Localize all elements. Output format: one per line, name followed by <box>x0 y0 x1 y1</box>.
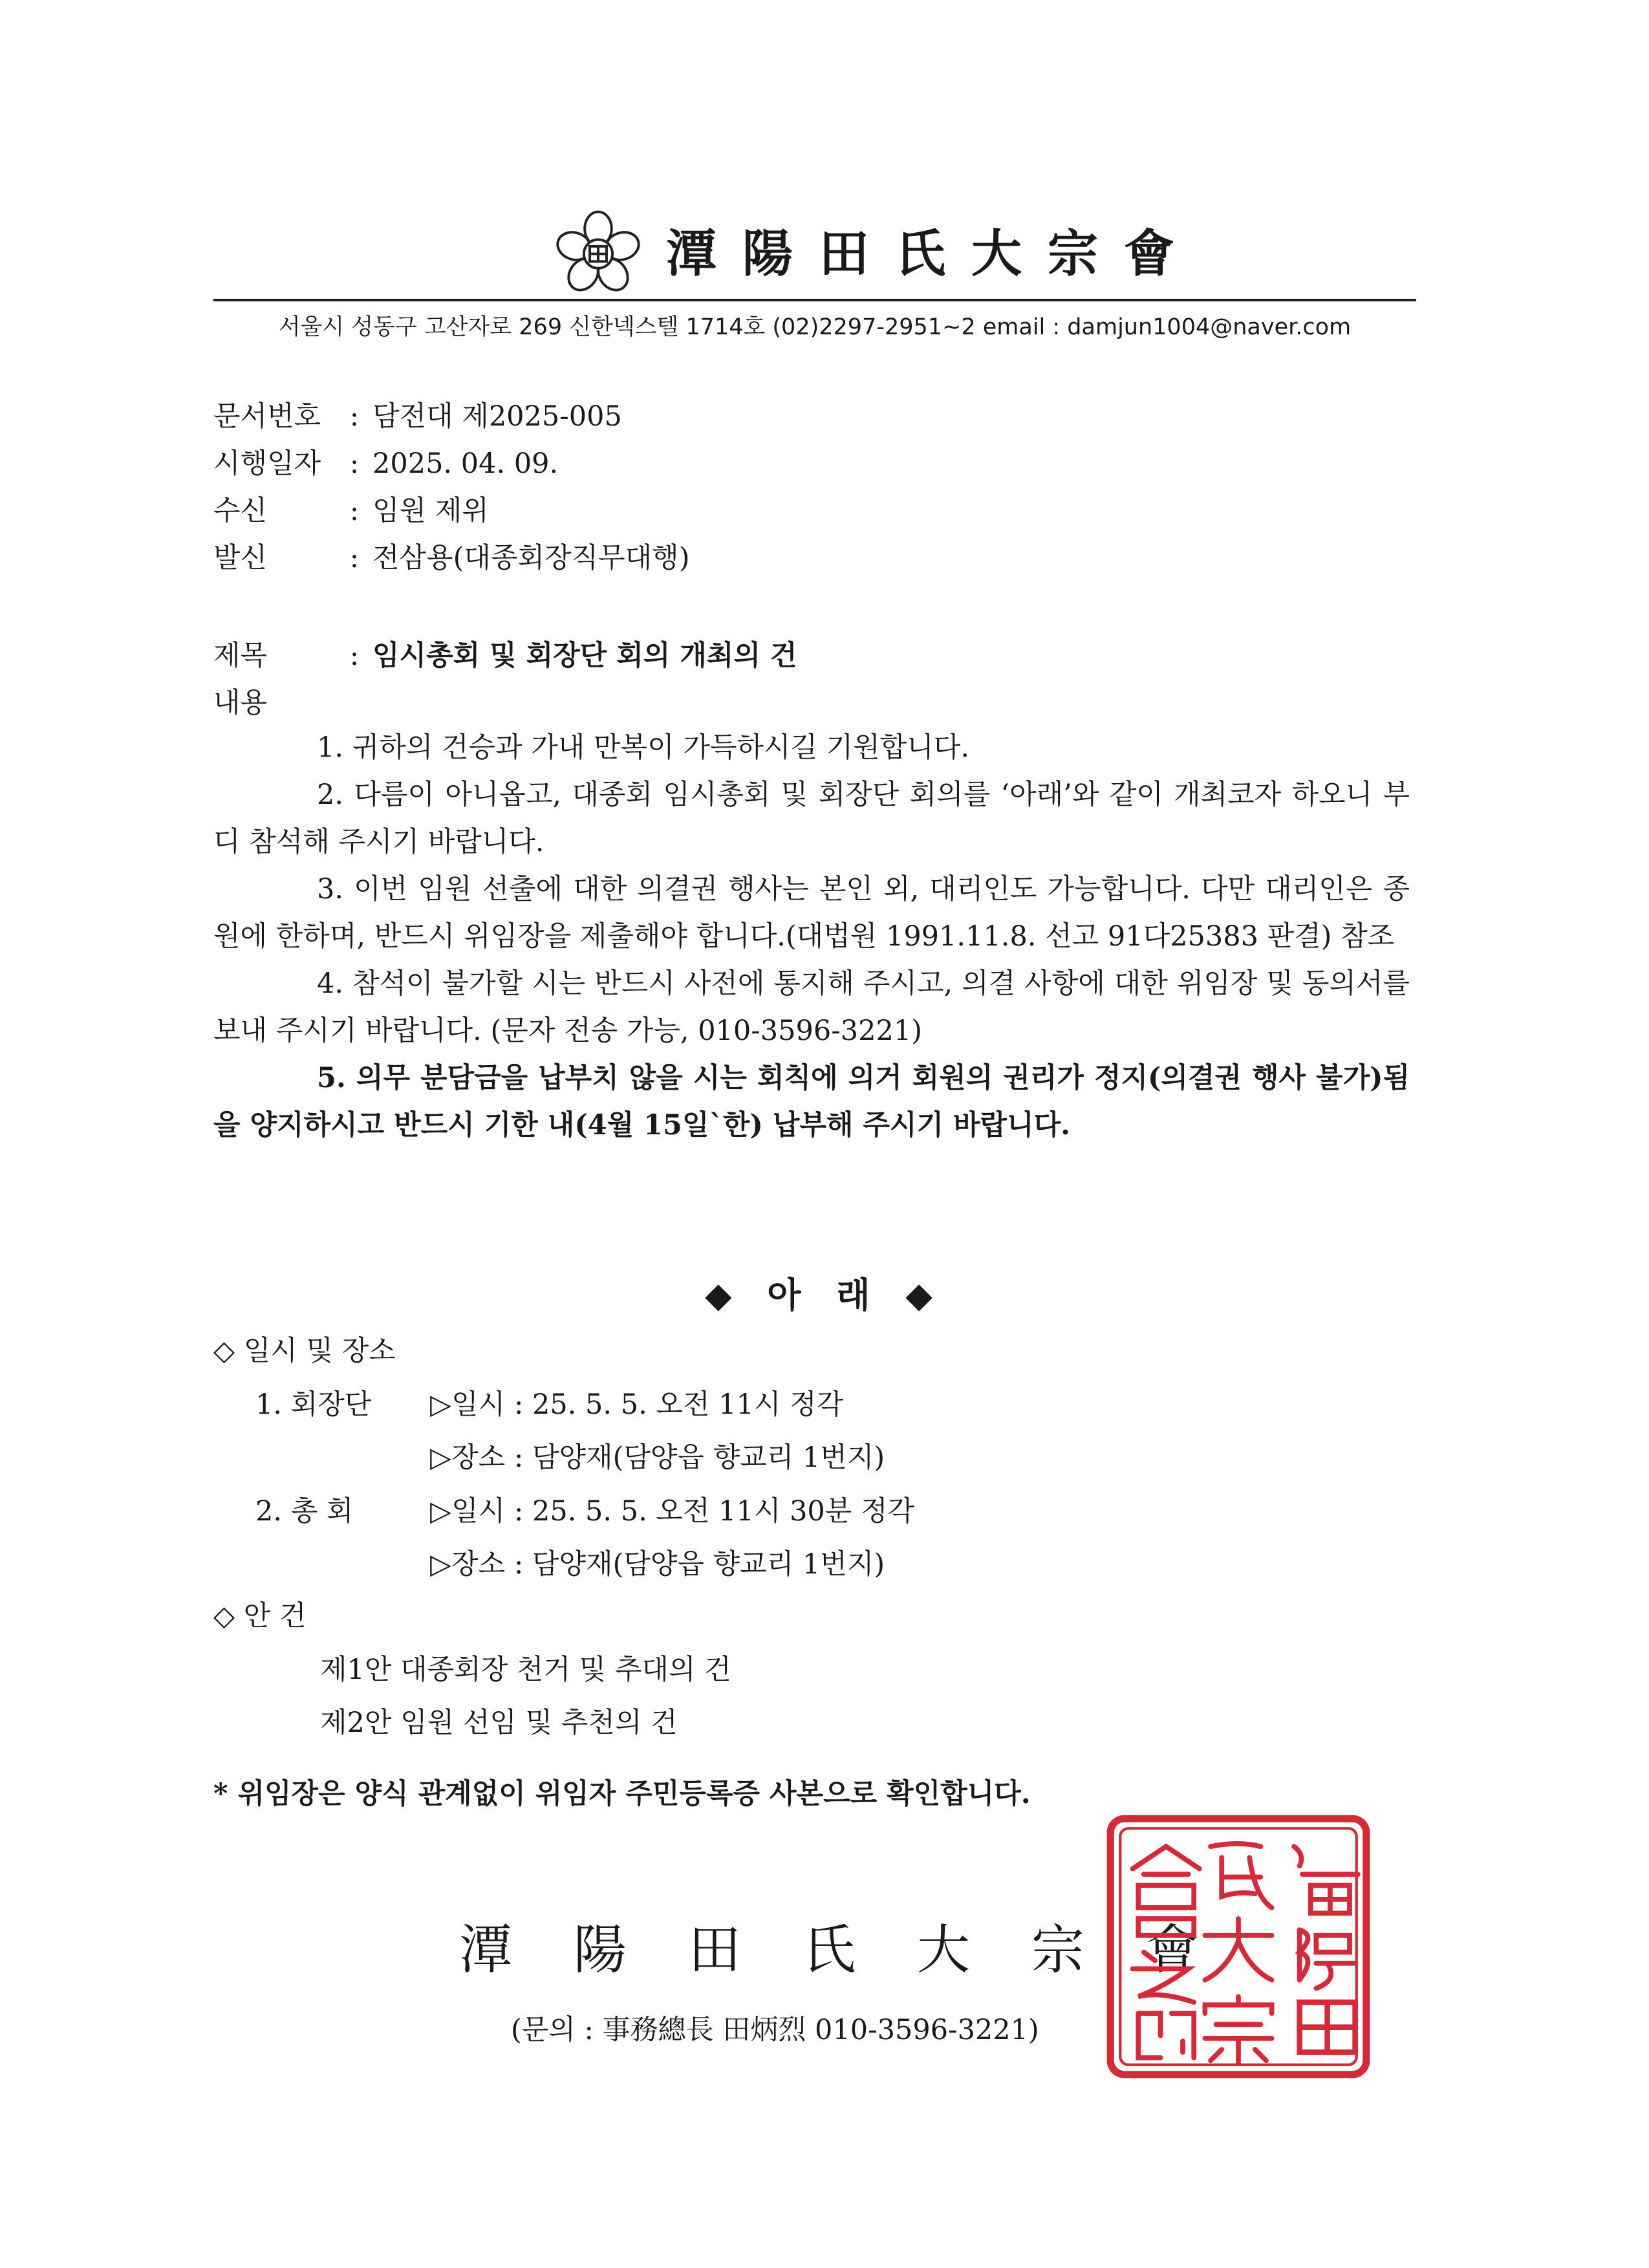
agenda-item-2: 제2안 임원 선임 및 추천의 건 <box>320 1707 678 1739</box>
meta-row-date: 시행일자 : 2025. 04. 09. <box>213 442 689 489</box>
meta-row-doc-number: 문서번호 : 담전대 제2025-005 <box>213 394 689 442</box>
meta-value: 2025. 04. 09. <box>372 448 559 480</box>
proxy-note: * 위임장은 양식 관계없이 위임자 주민등록증 사본으로 확인합니다. <box>213 1778 1031 1810</box>
org-title: 潭陽田氏大宗會 <box>666 224 1201 283</box>
agenda-heading: ◇ 안 건 <box>213 1600 307 1632</box>
letter-body <box>213 724 1410 1149</box>
subject-label: 제목 <box>213 640 268 672</box>
meta-value: 임원 제위 <box>372 495 489 527</box>
meta-label: 문서번호 <box>213 400 321 433</box>
letterhead <box>213 194 1416 304</box>
meta-label: 발신 <box>213 542 268 574</box>
schedule-number: 1. 회장단 <box>255 1388 372 1421</box>
schedule-heading: ◇ 일시 및 장소 <box>213 1335 396 1367</box>
document-meta <box>213 394 689 583</box>
agenda-item-1: 제1안 대종회장 천거 및 추대의 건 <box>320 1654 731 1686</box>
address-line: 서울시 성동구 고산자로 269 신한넥스텔 1714호 (02)2297-2951~2 email : damjun1004@naver.com <box>278 314 1352 340</box>
subject-value: 임시총회 및 회장단 회의 개최의 건 <box>372 640 797 672</box>
notice-title: ◆ 아 래 ◆ <box>705 1274 944 1315</box>
schedule-time: ▷일시 : 25. 5. 5. 오전 11시 30분 정각 <box>430 1495 915 1528</box>
schedule-place: ▷장소 : 담양재(담양읍 향교리 1번지) <box>430 1548 885 1581</box>
inquiry-line: (문의 : 事務總長 田炳烈 010-3596-3221) <box>511 2014 1039 2046</box>
schedule-place: ▷장소 : 담양재(담양읍 향교리 1번지) <box>430 1442 885 1474</box>
header-divider <box>213 299 1416 301</box>
paragraph-5: 5. 의무 분담금을 납부치 않을 시는 회칙에 의거 회원의 권리가 정지(의결권 행사 불가)됨을 양지하시고 반드시 기한 내(4월 15일`한) 납부해 주시기 바랍니다. <box>213 1062 1410 1141</box>
meta-label: 시행일자 <box>213 448 321 480</box>
mugunghwa-flower-emblem-icon <box>556 210 640 294</box>
red-square-seal-stamp-icon <box>1099 1804 1377 2089</box>
footer-org-name: 潭陽田氏大宗會 <box>459 1919 1261 1981</box>
meta-value: 담전대 제2025-005 <box>372 400 622 433</box>
meta-row-recipient: 수신 : 임원 제위 <box>213 489 689 536</box>
paragraph-3: 3. 이번 임원 선출에 대한 의결권 행사는 본인 외, 대리인도 가능합니다. 다만 대리인은 종원에 한하며, 반드시 위임장을 제출해야 합니다.(대법원 1991.11.8. 선고 91다25383 판결) 참조 <box>213 873 1410 953</box>
meta-label: 수신 <box>213 495 268 527</box>
meta-row-sender: 발신 : 전삼용(대종회장직무대행) <box>213 536 689 583</box>
paragraph-1: 1. 귀하의 건승과 가내 만복이 가득하시길 기원합니다. <box>317 731 970 764</box>
paragraph-2: 2. 다름이 아니옵고, 대종회 임시총회 및 회장단 회의를 ‘아래’와 같이 개최코자 하오니 부디 참석해 주시기 바랍니다. <box>213 779 1410 858</box>
content-label: 내용 <box>213 687 268 719</box>
schedule-time: ▷일시 : 25. 5. 5. 오전 11시 정각 <box>430 1388 844 1421</box>
subject-line: 제목 : 임시총회 및 회장단 회의 개최의 건 <box>213 634 797 673</box>
paragraph-4: 4. 참석이 불가할 시는 반드시 사전에 통지해 주시고, 의결 사항에 대한 위임장 및 동의서를 보내 주시기 바랍니다. (문자 전송 가능, 010-3596-3221) <box>213 967 1410 1047</box>
schedule-number: 2. 총 회 <box>255 1495 354 1528</box>
meta-value: 전삼용(대종회장직무대행) <box>372 542 690 574</box>
